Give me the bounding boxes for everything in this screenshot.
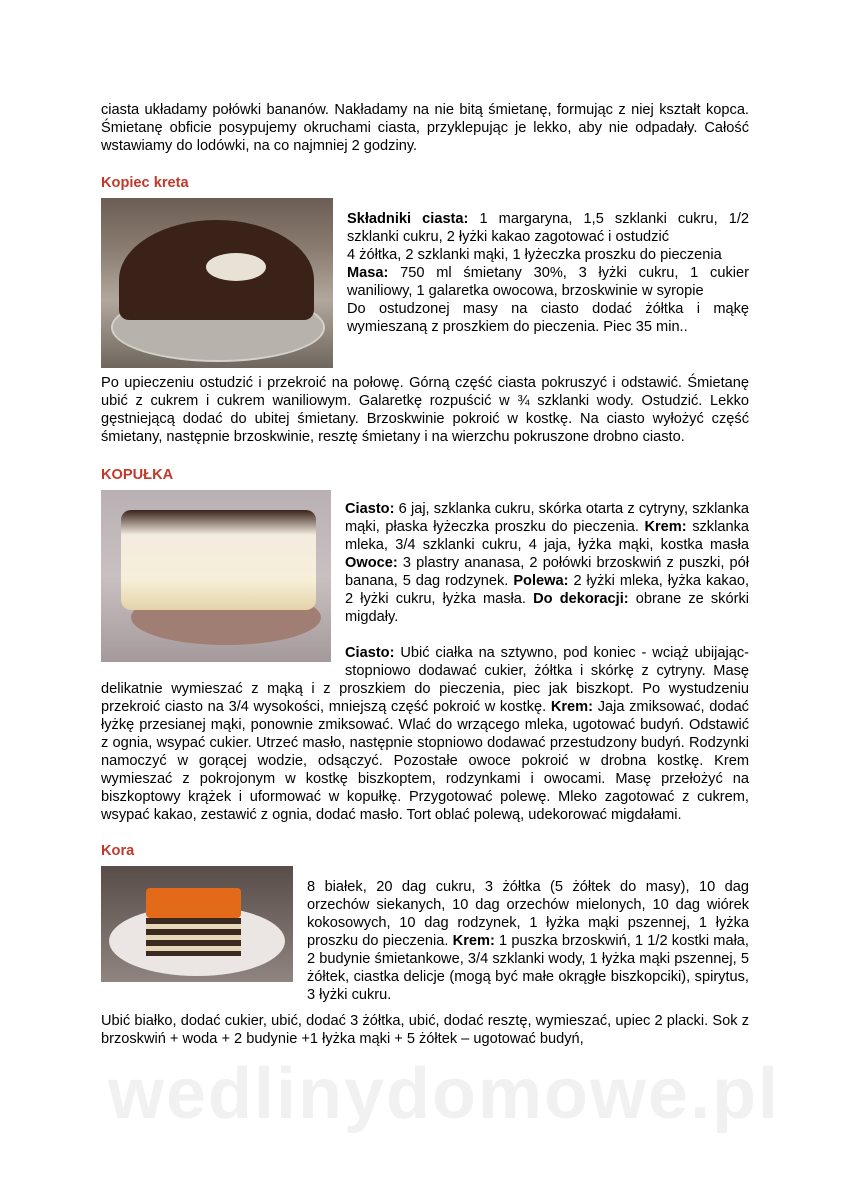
- document-page: [101, 101, 749, 1048]
- ingredient-line: 4 żółtka, 2 szklanki mąki, 1 łyżeczka proszku do pieczenia: [347, 247, 722, 263]
- ingredients-paragraph: 8 białek, 20 dag cukru, 3 żółtka (5 żółtek do masy), 10 dag orzechów siekanych, 10 dag orzechów mielonych, 10 dag wiórek kokosowych, 10 dag rodzynek, 1 łyżka mąki pszennej, 1 łyżka proszku do pieczenia. Krem: 1 puszka brzoskwiń, 1 1/2 kostki mała, 2 budynie śmietankowe, 3/4 szklanki wody, 1 łyżka mąki pszennej, 5 żółtek, ciastka delicje (mogą być małe okrągłe biszkopciki), spirytus, 3 łyżki cukru.: [307, 879, 749, 1003]
- recipe-title-kopulka: KOPUŁKA: [101, 467, 174, 483]
- cake-photo-kora: [101, 866, 293, 982]
- recipe-title-kora: Kora: [101, 843, 135, 859]
- ingredients-paragraph: Ciasto: 6 jaj, szklanka cukru, skórka otarta z cytryny, szklanka mąki, płaska łyżeczka proszku do pieczenia. Krem: szklanka mleka, 3/4 szklanki cukru, 4 jaja, łyżka mąki, kostka masła Owoce: 3 plastry ananasa, 2 połówki brzoskwiń z puszki, pół banana, 5 dag rodzynek. Polewa: 2 łyżki mleka, łyżka kakao, 2 łyżki cukru, łyżka masła. Do dekoracji: obrane ze skórki migdały.: [345, 501, 749, 625]
- intro-paragraph: ciasta układamy połówki bananów. Nakładamy na nie bitą śmietanę, formując z niej kształt kopca. Śmietanę obficie posypujemy okruchami ciasta, przyklepując je lekko, aby nie odpadały. Całość wstawiamy do lodówki, na co najmniej 2 godziny.: [101, 102, 749, 154]
- ingredient-line: Do ostudzonej masy na ciasto dodać żółtka i mąkę wymieszaną z proszkiem do pieczenia. Piec 35 min..: [347, 301, 749, 335]
- method-paragraph: Po upieczeniu ostudzić i przekroić na połowę. Górną część ciasta pokruszyć i odstawić. Śmietanę ubić z cukrem i cukrem waniliowym. Galaretkę rozpuścić w ¾ szklanki wody. Ostudzić. Lekko gęstniejącą dodać do ubitej śmietany. Brzoskwinie pokroić w kostkę. Na ciasto wyłożyć część śmietany, następnie brzoskwinie, resztę śmietany i na wierzchu pokruszone drobno ciasto.: [101, 375, 749, 445]
- recipe-title-kopiec-kreta: Kopiec kreta: [101, 175, 189, 191]
- recipe-kora: [101, 866, 749, 1048]
- cake-photo-kopiec-kreta: [101, 198, 333, 368]
- ingredient-line: Składniki ciasta: 1 margaryna, 1,5 szklanki cukru, 1/2 szklanki cukru, 2 łyżki kakao zagotować i ostudzić: [347, 211, 749, 245]
- ingredient-line: Masa: 750 ml śmietany 30%, 3 łyżki cukru, 1 cukier waniliowy, 1 galaretka owocowa, brzoskwinie w syropie: [347, 265, 749, 299]
- watermark: wedlinydomowe.pl: [108, 1054, 781, 1134]
- recipe-kopulka: [101, 490, 749, 824]
- method-paragraph: Ciasto: Ubić ciałka na sztywno, pod koniec - wciąż ubijając- stopniowo dodawać cukier, żółtka i skórkę z cytryny. Masę delikatnie wymieszać z mąką i z proszkiem do pieczenia, piec jak biszkopt. Po wystudzeniu przekroić ciasto na 3/4 wysokości, mniejszą część pokroić w kostkę. Krem: Jaja zmiksować, dodać łyżkę przesianej mąki, ponownie zmiksować. Wlać do wrzącego mleka, ugotować budyń. Odstawić z ognia, wsypać cukier. Utrzeć masło, następnie stopniowo dodawać przestudzony budyń. Rodzynki namoczyć w gorącej wodzie, odsączyć. Pozostałe owoce pokroić w drobna kostkę. Krem wymieszać z pokrojonym w kostkę biszkoptem, rodzynkami i owocami. Masę przełożyć na biszkoptowy krążek i uformować w kopułkę. Przygotować polewę. Mleko zagotować z cukrem, wsypać kakao, zestawić z ognia, dodać masło. Tort oblać polewą, udekorować migdałami.: [101, 645, 749, 823]
- cake-photo-kopulka: [101, 490, 331, 662]
- recipe-kopiec-kreta: [101, 198, 749, 446]
- method-paragraph: Ubić białko, dodać cukier, ubić, dodać 3 żółtka, ubić, dodać resztę, wymieszać, upiec 2 placki. Sok z brzoskwiń + woda + 2 budynie +1 łyżka mąki + 5 żółtek – ugotować budyń,: [101, 1013, 749, 1047]
